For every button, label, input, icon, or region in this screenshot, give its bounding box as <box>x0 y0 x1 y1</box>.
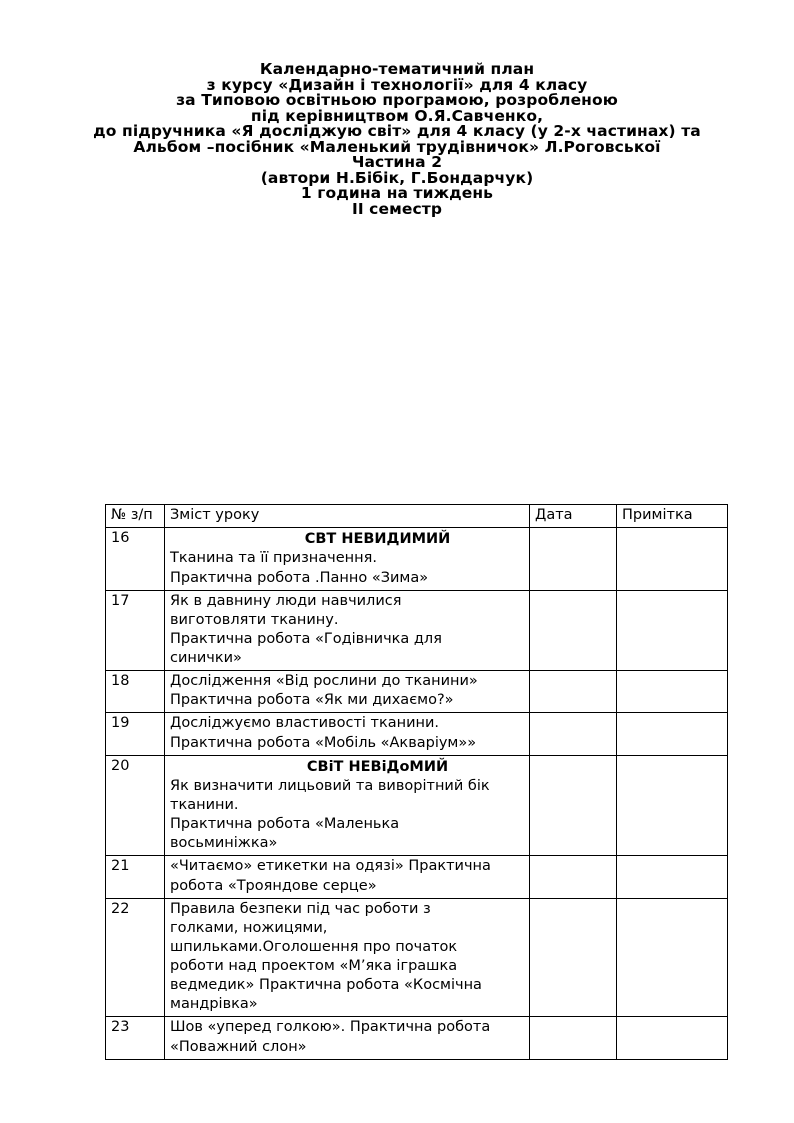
lesson-date-cell[interactable] <box>530 856 617 898</box>
lesson-content-line: Практична робота «Маленька <box>170 816 400 833</box>
lesson-number-cell: 21 <box>106 856 165 898</box>
table-row <box>106 528 728 591</box>
lesson-number-cell: 18 <box>106 671 165 713</box>
lesson-content-line: Практична робота .Панно «Зима» <box>170 569 429 586</box>
lesson-content-cell <box>165 1017 530 1059</box>
lesson-content-line: голками, ножицями, <box>170 919 328 936</box>
lesson-number-cell: 22 <box>106 898 165 1017</box>
lesson-note-cell[interactable] <box>617 1017 728 1059</box>
lesson-content-line: «Читаємо» етикетки на одязі» Практична <box>170 858 491 875</box>
table-row <box>106 856 728 898</box>
lesson-content-line: роботи над проектом «М’яка іграшка <box>170 958 458 975</box>
lesson-number-cell: 19 <box>106 713 165 755</box>
lesson-content-line: Як визначити лицьовий та виворітний бік <box>170 777 490 794</box>
lesson-note-cell[interactable] <box>617 755 728 856</box>
table-row <box>106 755 728 856</box>
lesson-content-line: робота «Трояндове серце» <box>170 877 377 894</box>
lesson-content-line: виготовляти тканину. <box>170 611 339 628</box>
heading-line-8: (автори Н.Бібік, Г.Бондарчук) <box>260 168 534 187</box>
lesson-content-line: восьминіжка» <box>170 835 278 852</box>
lesson-date-cell[interactable] <box>530 898 617 1017</box>
lesson-content-cell <box>165 755 530 856</box>
table-row <box>106 713 728 755</box>
lesson-date-cell[interactable] <box>530 671 617 713</box>
lesson-content-cell <box>165 590 530 671</box>
heading-line-6: Альбом –посібник «Маленький трудівничок» Л.Роговської <box>133 137 661 156</box>
lesson-content-line: Правила безпеки під час роботи з <box>170 900 431 917</box>
lesson-date-cell[interactable] <box>530 713 617 755</box>
lesson-content-line: «Поважний слон» <box>170 1038 307 1055</box>
lesson-number-cell: 17 <box>106 590 165 671</box>
heading-line-1: Календарно-тематичний план <box>259 60 535 78</box>
lesson-number-cell: 20 <box>106 755 165 856</box>
table-row <box>106 898 728 1017</box>
lesson-content-cell <box>165 856 530 898</box>
lesson-note-cell[interactable] <box>617 528 728 591</box>
column-header-number: № з/п <box>106 505 165 528</box>
lesson-content-cell <box>165 713 530 755</box>
lesson-content-cell <box>165 671 530 713</box>
section-title: СВіТ НЕВіДоМИЙ <box>306 758 449 775</box>
lesson-note-cell[interactable] <box>617 898 728 1017</box>
heading-line-7: Частина 2 <box>351 153 443 171</box>
lesson-note-cell[interactable] <box>617 713 728 755</box>
lesson-note-cell[interactable] <box>617 671 728 713</box>
lesson-note-cell[interactable] <box>617 590 728 671</box>
lesson-plan-table-wrapper <box>105 504 727 1060</box>
heading-line-9: 1 година на тиждень <box>300 184 494 202</box>
table-row <box>106 671 728 713</box>
column-header-note: Примітка <box>617 505 728 528</box>
lesson-note-cell[interactable] <box>617 856 728 898</box>
lesson-date-cell[interactable] <box>530 755 617 856</box>
lesson-content-line: Практична робота «Як ми дихаємо?» <box>170 692 454 709</box>
lesson-number-cell: 16 <box>106 528 165 591</box>
lesson-number-cell: 23 <box>106 1017 165 1059</box>
lesson-content-cell <box>165 898 530 1017</box>
table-header-row <box>106 505 728 528</box>
column-header-date: Дата <box>530 505 617 528</box>
lesson-content-line: Тканина та її призначення. <box>170 550 377 567</box>
lesson-content-line: шпильками.Оголошення про початок <box>170 938 458 955</box>
table-body <box>106 528 728 1060</box>
lesson-plan-table <box>105 504 728 1060</box>
heading-line-5: до підручника «Я досліджую світ» для 4 класу (у 2-х частинах) та <box>93 122 701 140</box>
heading-line-4: під керівництвом О.Я.Савченко, <box>250 106 544 125</box>
section-title: СВТ НЕВИДИМИЙ <box>304 531 451 548</box>
document-heading <box>0 0 794 217</box>
lesson-content-line: ведмедик» Практична робота «Космічна <box>170 977 482 994</box>
lesson-date-cell[interactable] <box>530 590 617 671</box>
lesson-content-line: мандрівка» <box>170 996 258 1013</box>
lesson-content-line: тканини. <box>170 797 239 814</box>
lesson-content-line: Як в давнину люди навчилися <box>170 592 402 609</box>
heading-line-10: ІІ семестр <box>351 199 443 218</box>
lesson-content-line: Шов «уперед голкою». Практична робота <box>170 1019 491 1036</box>
lesson-content-line: Практична робота «Мобіль «Акваріум»» <box>170 734 477 751</box>
column-header-content: Зміст уроку <box>165 505 530 528</box>
lesson-content-line: синички» <box>170 650 242 667</box>
table-row <box>106 590 728 671</box>
lesson-content-line: Досліджуємо властивості тканини. <box>170 715 440 732</box>
lesson-date-cell[interactable] <box>530 1017 617 1059</box>
heading-line-3: за Типовою освітньою програмою, розробленою <box>176 91 618 109</box>
heading-line-2: з курсу «Дизайн і технології» для 4 класу <box>206 75 588 94</box>
lesson-content-cell <box>165 528 530 591</box>
lesson-date-cell[interactable] <box>530 528 617 591</box>
lesson-content-line: Дослідження «Від рослини до тканини» <box>170 673 478 690</box>
lesson-content-line: Практична робота «Годівничка для <box>170 630 442 647</box>
table-row <box>106 1017 728 1059</box>
